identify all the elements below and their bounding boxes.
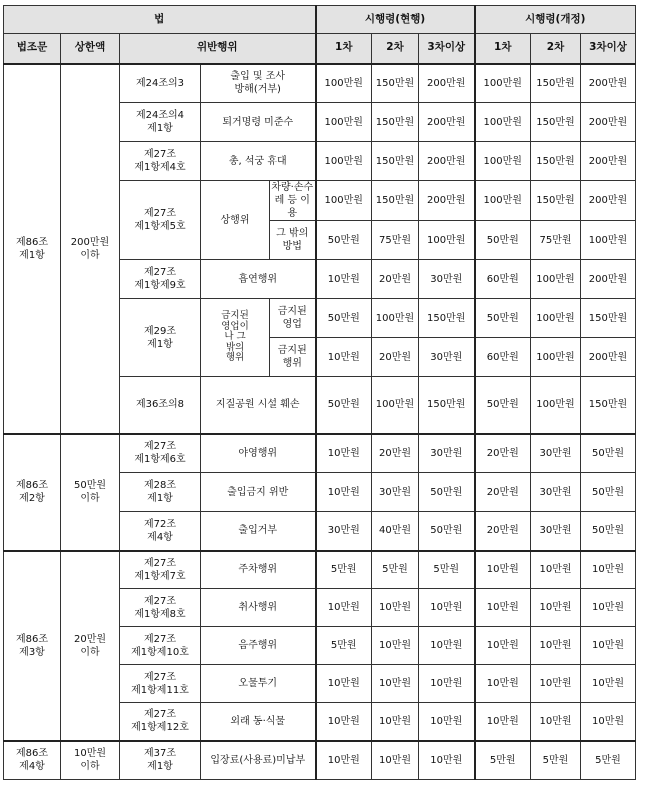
violation-cell: 퇴거명령 미준수 bbox=[201, 103, 316, 142]
fine-cell: 10만원 bbox=[316, 260, 372, 299]
fine-cell: 30만원 bbox=[419, 434, 475, 473]
fine-cell: 150만원 bbox=[372, 142, 419, 181]
sub-violation-cell: 차량·손수 레 등 이용 bbox=[270, 181, 316, 221]
fine-cell: 60만원 bbox=[475, 338, 531, 377]
fine-cell: 150만원 bbox=[531, 142, 581, 181]
table-row bbox=[4, 741, 636, 780]
fine-cell: 20만원 bbox=[372, 434, 419, 473]
clause-cell: 제36조의8 bbox=[120, 377, 201, 434]
fine-cell: 40만원 bbox=[372, 512, 419, 551]
fine-cell: 200만원 bbox=[419, 142, 475, 181]
law-article-cell: 제86조 제4항 bbox=[4, 741, 61, 780]
clause-cell: 제28조 제1항 bbox=[120, 473, 201, 512]
fine-cell: 200만원 bbox=[581, 338, 636, 377]
fine-cell: 10만원 bbox=[531, 627, 581, 665]
revised-3rd-header: 3차이상 bbox=[581, 34, 636, 64]
fine-cell: 10만원 bbox=[316, 741, 372, 780]
current-1st-header: 1차 bbox=[316, 34, 372, 64]
fine-cell: 10만원 bbox=[419, 665, 475, 703]
fine-cell: 5만원 bbox=[372, 551, 419, 589]
fine-cell: 100만원 bbox=[316, 142, 372, 181]
fine-cell: 200만원 bbox=[581, 181, 636, 221]
fine-cell: 10만원 bbox=[475, 551, 531, 589]
fine-cell: 150만원 bbox=[372, 103, 419, 142]
fine-cell: 100만원 bbox=[531, 299, 581, 338]
fine-cell: 10만원 bbox=[372, 627, 419, 665]
fine-cell: 100만원 bbox=[531, 377, 581, 434]
fine-cell: 100만원 bbox=[531, 260, 581, 299]
clause-cell: 제72조 제4항 bbox=[120, 512, 201, 551]
fine-cell: 30만원 bbox=[531, 434, 581, 473]
violation-cell: 주차행위 bbox=[201, 551, 316, 589]
fine-cell: 100만원 bbox=[316, 181, 372, 221]
fine-cell: 30만원 bbox=[531, 473, 581, 512]
revised-2nd-header: 2차 bbox=[531, 34, 581, 64]
fine-cell: 10만원 bbox=[419, 741, 475, 780]
fine-cell: 30만원 bbox=[419, 338, 475, 377]
violation-cell: 금지된 영업이 나 그 밖의 행위 bbox=[201, 299, 270, 377]
fine-cell: 10만원 bbox=[316, 665, 372, 703]
fine-cell: 10만원 bbox=[316, 473, 372, 512]
fine-cell: 100만원 bbox=[581, 221, 636, 260]
fine-cell: 10만원 bbox=[316, 434, 372, 473]
fine-cell: 10만원 bbox=[316, 338, 372, 377]
clause-cell: 제27조 제1항제10호 bbox=[120, 627, 201, 665]
max-amount-cell: 20만원 이하 bbox=[61, 551, 120, 741]
fine-cell: 20만원 bbox=[372, 260, 419, 299]
fine-cell: 100만원 bbox=[475, 181, 531, 221]
fine-cell: 30만원 bbox=[419, 260, 475, 299]
revised-1st-header: 1차 bbox=[475, 34, 531, 64]
fine-cell: 50만원 bbox=[419, 512, 475, 551]
law-header: 법 bbox=[4, 6, 316, 34]
fine-cell: 100만원 bbox=[316, 103, 372, 142]
fine-cell: 10만원 bbox=[531, 665, 581, 703]
fine-cell: 50만원 bbox=[581, 434, 636, 473]
sub-violation-cell: 금지된 행위 bbox=[270, 338, 316, 377]
fine-cell: 100만원 bbox=[372, 377, 419, 434]
max-amount-cell: 200만원 이하 bbox=[61, 64, 120, 434]
fine-cell: 10만원 bbox=[475, 703, 531, 741]
violation-header: 위반행위 bbox=[120, 34, 316, 64]
fine-cell: 150만원 bbox=[419, 377, 475, 434]
fine-cell: 100만원 bbox=[475, 103, 531, 142]
fine-cell: 10만원 bbox=[372, 665, 419, 703]
violation-cell: 지질공원 시설 훼손 bbox=[201, 377, 316, 434]
fine-cell: 200만원 bbox=[419, 103, 475, 142]
current-decree-header: 시행령(현행) bbox=[316, 6, 475, 34]
header-row-1 bbox=[4, 6, 636, 34]
table-row bbox=[4, 434, 636, 473]
violation-cell: 외래 동·식물 bbox=[201, 703, 316, 741]
fine-cell: 20만원 bbox=[372, 338, 419, 377]
violation-cell: 흡연행위 bbox=[201, 260, 316, 299]
fine-cell: 10만원 bbox=[372, 703, 419, 741]
max-amount-cell: 50만원 이하 bbox=[61, 434, 120, 551]
fine-cell: 5만원 bbox=[419, 551, 475, 589]
fine-cell: 10만원 bbox=[419, 703, 475, 741]
fine-cell: 5만원 bbox=[531, 741, 581, 780]
fine-cell: 50만원 bbox=[316, 299, 372, 338]
fine-cell: 10만원 bbox=[581, 551, 636, 589]
fine-cell: 10만원 bbox=[581, 665, 636, 703]
fine-cell: 50만원 bbox=[316, 377, 372, 434]
fine-cell: 20만원 bbox=[475, 473, 531, 512]
fine-cell: 200만원 bbox=[419, 181, 475, 221]
fine-cell: 10만원 bbox=[419, 589, 475, 627]
fine-cell: 200만원 bbox=[581, 64, 636, 103]
current-3rd-header: 3차이상 bbox=[419, 34, 475, 64]
fine-cell: 100만원 bbox=[531, 338, 581, 377]
fine-cell: 10만원 bbox=[531, 589, 581, 627]
law-article-cell: 제86조 제3항 bbox=[4, 551, 61, 741]
law-article-cell: 제86조 제1항 bbox=[4, 64, 61, 434]
fine-cell: 50만원 bbox=[475, 299, 531, 338]
violation-cell: 야영행위 bbox=[201, 434, 316, 473]
fine-cell: 100만원 bbox=[475, 64, 531, 103]
clause-cell: 제37조 제1항 bbox=[120, 741, 201, 780]
fine-cell: 5만원 bbox=[316, 551, 372, 589]
fine-cell: 150만원 bbox=[419, 299, 475, 338]
fine-cell: 10만원 bbox=[316, 589, 372, 627]
fine-cell: 10만원 bbox=[581, 589, 636, 627]
fine-cell: 50만원 bbox=[316, 221, 372, 260]
fine-cell: 10만원 bbox=[531, 551, 581, 589]
violation-cell: 총, 석궁 휴대 bbox=[201, 142, 316, 181]
clause-cell: 제27조 제1항제5호 bbox=[120, 181, 201, 260]
fine-cell: 30만원 bbox=[531, 512, 581, 551]
violation-cell: 취사행위 bbox=[201, 589, 316, 627]
fine-cell: 75만원 bbox=[372, 221, 419, 260]
fine-cell: 50만원 bbox=[419, 473, 475, 512]
fine-cell: 10만원 bbox=[419, 627, 475, 665]
violation-cell: 출입거부 bbox=[201, 512, 316, 551]
fine-cell: 150만원 bbox=[531, 64, 581, 103]
fine-cell: 150만원 bbox=[531, 103, 581, 142]
max-amount-header: 상한액 bbox=[61, 34, 120, 64]
fine-cell: 150만원 bbox=[531, 181, 581, 221]
clause-cell: 제29조 제1항 bbox=[120, 299, 201, 377]
violation-cell: 입장료(사용료)미납부 bbox=[201, 741, 316, 780]
violation-cell: 출입 및 조사 방해(거부) bbox=[201, 64, 316, 103]
fine-cell: 150만원 bbox=[581, 377, 636, 434]
fine-cell: 50만원 bbox=[581, 512, 636, 551]
header-row-2 bbox=[4, 34, 636, 64]
fine-cell: 5만원 bbox=[475, 741, 531, 780]
revised-decree-header: 시행령(개정) bbox=[475, 6, 636, 34]
fine-cell: 150만원 bbox=[581, 299, 636, 338]
fine-cell: 75만원 bbox=[531, 221, 581, 260]
fine-cell: 10만원 bbox=[372, 589, 419, 627]
fine-cell: 60만원 bbox=[475, 260, 531, 299]
violation-cell: 상행위 bbox=[201, 181, 270, 260]
fine-cell: 10만원 bbox=[581, 703, 636, 741]
violation-cell: 출입금지 위반 bbox=[201, 473, 316, 512]
fine-cell: 10만원 bbox=[475, 627, 531, 665]
fine-cell: 30만원 bbox=[372, 473, 419, 512]
fine-cell: 100만원 bbox=[475, 142, 531, 181]
fine-cell: 5만원 bbox=[581, 741, 636, 780]
clause-cell: 제27조 제1항제12호 bbox=[120, 703, 201, 741]
clause-cell: 제24조의3 bbox=[120, 64, 201, 103]
sub-violation-cell: 그 밖의 방법 bbox=[270, 221, 316, 260]
fine-cell: 10만원 bbox=[475, 665, 531, 703]
fine-cell: 50만원 bbox=[581, 473, 636, 512]
fine-cell: 10만원 bbox=[372, 741, 419, 780]
fine-cell: 100만원 bbox=[372, 299, 419, 338]
violation-cell: 음주행위 bbox=[201, 627, 316, 665]
fine-cell: 50만원 bbox=[475, 221, 531, 260]
fine-cell: 5만원 bbox=[316, 627, 372, 665]
sub-violation-cell: 금지된 영업 bbox=[270, 299, 316, 338]
fine-cell: 10만원 bbox=[581, 627, 636, 665]
fine-cell: 10만원 bbox=[316, 703, 372, 741]
current-2nd-header: 2차 bbox=[372, 34, 419, 64]
clause-cell: 제27조 제1항제7호 bbox=[120, 551, 201, 589]
violation-cell: 오물투기 bbox=[201, 665, 316, 703]
table-row bbox=[4, 64, 636, 103]
fine-cell: 20만원 bbox=[475, 512, 531, 551]
clause-cell: 제27조 제1항제11호 bbox=[120, 665, 201, 703]
table-row bbox=[4, 551, 636, 589]
fine-cell: 30만원 bbox=[316, 512, 372, 551]
fine-cell: 10만원 bbox=[531, 703, 581, 741]
max-amount-cell: 10만원 이하 bbox=[61, 741, 120, 780]
fine-cell: 200만원 bbox=[581, 103, 636, 142]
clause-cell: 제27조 제1항제6호 bbox=[120, 434, 201, 473]
fine-cell: 200만원 bbox=[419, 64, 475, 103]
fine-cell: 10만원 bbox=[475, 589, 531, 627]
fine-cell: 200만원 bbox=[581, 260, 636, 299]
fine-cell: 20만원 bbox=[475, 434, 531, 473]
fine-cell: 100만원 bbox=[316, 64, 372, 103]
fine-comparison-table bbox=[3, 5, 636, 780]
clause-cell: 제24조의4 제1항 bbox=[120, 103, 201, 142]
clause-cell: 제27조 제1항제9호 bbox=[120, 260, 201, 299]
article-header: 법조문 bbox=[4, 34, 61, 64]
law-article-cell: 제86조 제2항 bbox=[4, 434, 61, 551]
fine-cell: 50만원 bbox=[475, 377, 531, 434]
fine-cell: 100만원 bbox=[419, 221, 475, 260]
fine-cell: 200만원 bbox=[581, 142, 636, 181]
fine-cell: 150만원 bbox=[372, 181, 419, 221]
clause-cell: 제27조 제1항제4호 bbox=[120, 142, 201, 181]
fine-cell: 150만원 bbox=[372, 64, 419, 103]
clause-cell: 제27조 제1항제8호 bbox=[120, 589, 201, 627]
